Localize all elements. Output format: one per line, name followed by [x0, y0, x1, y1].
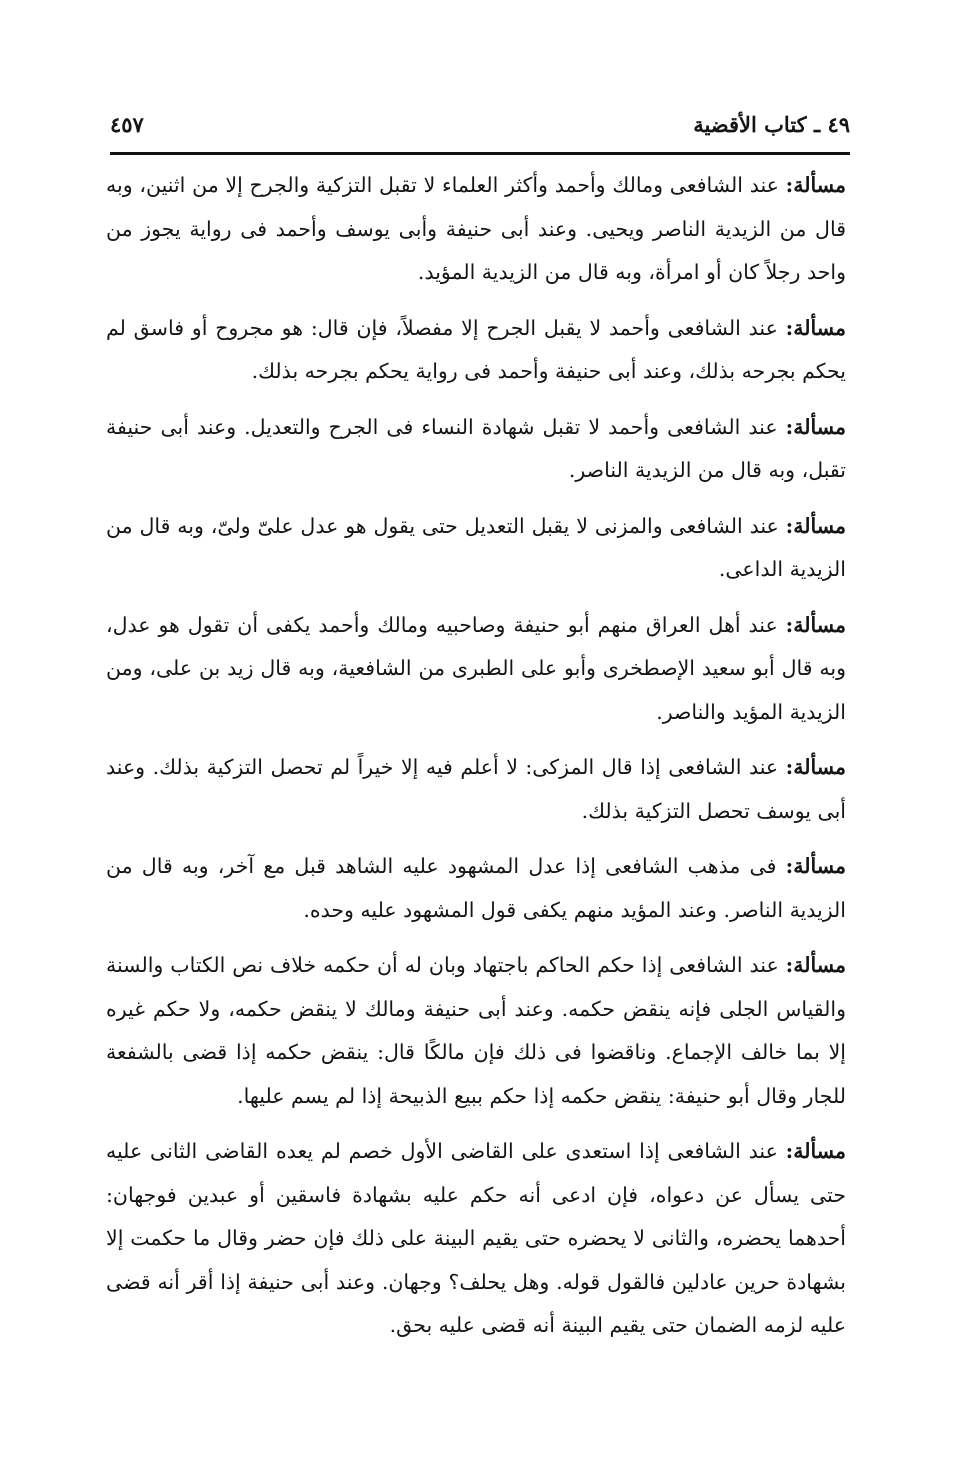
masala-entry — [106, 845, 846, 932]
masala-text: عند الشافعى إذا استعدى على القاضى الأول خصم لم يعده القاضى الثانى عليه حتى يسأل عن دعواه، فإن ادعى أنه حكم عليه بشهادة فاسقين أو عبدين فوجهان: أحدهما يحضره، والثانى لا يحضره حتى يقيم البينة على ذلك فإن حضر وقال ما حكمت إلا بشهادة حرين عادلين فالقول قوله. وهل يحلف؟ وجهان. وعند أبى حنيفة إذا أقر أنه قضى عليه لزمه الضمان حتى يقيم البينة أنه قضى عليه بحق. — [106, 1139, 846, 1337]
masala-entry — [106, 944, 846, 1118]
masala-label: مسألة: — [785, 953, 846, 977]
page-number: ٤٥٧ — [110, 112, 144, 137]
masala-label: مسألة: — [785, 1139, 846, 1163]
masala-label: مسألة: — [785, 414, 846, 439]
masala-entry — [106, 307, 846, 394]
masala-text: عند أهل العراق منهم أبو حنيفة وصاحبيه ومالك وأحمد يكفى أن تقول هو عدل، وبه قال أبو سعيد الإصطخرى وأبو على الطبرى من الشافعية، وبه قال زيد بن على، ومن الزيدية المؤيد والناصر. — [106, 612, 846, 724]
masala-label: مسألة: — [785, 315, 846, 340]
header-rule — [110, 152, 850, 155]
masala-entry — [106, 164, 846, 295]
masala-text: عند الشافعى ومالك وأحمد وأكثر العلماء لا تقبل التزكية والجرح إلا من اثنين، وبه قال من الزيدية الناصر ويحيى. وعند أبى حنيفة وأبى يوسف وأحمد فى رواية يجوز من واحد رجلاً كان أو امرأة، وبه قال من الزيدية المؤيد. — [106, 173, 846, 284]
masala-text: عند الشافعى إذا حكم الحاكم باجتهاد وبان له أن حكمه خلاف نص الكتاب والسنة والقياس الجلى فإنه ينقض حكمه. وعند أبى حنيفة ومالك لا ينقض حكمه، ولا حكم غيره إلا بما خالف الإجماع. وناقضوا فى ذلك فإن مالكًا قال: ينقض حكمه إذا قضى بالشفعة للجار وقال أبو حنيفة: ينقض حكمه إذا حكم ببيع الذبيحة إذا لم يسم عليها. — [106, 953, 846, 1108]
masala-entry — [106, 406, 846, 493]
masala-entry — [106, 505, 846, 592]
page-body — [106, 164, 846, 1360]
masala-label: مسألة: — [785, 612, 846, 637]
masala-label: مسألة: — [785, 173, 846, 197]
masala-text: عند الشافعى وأحمد لا تقبل شهادة النساء فى الجرح والتعديل. وعند أبى حنيفة تقبل، وبه قال من الزيدية الناصر. — [106, 414, 846, 482]
masala-label: مسألة: — [785, 755, 846, 779]
masala-label: مسألة: — [785, 854, 846, 878]
masala-label: مسألة: — [785, 513, 846, 538]
masala-text: عند الشافعى والمزنى لا يقبل التعديل حتى يقول هو عدل علىّ ولىّ، وبه قال من الزيدية الداعى. — [106, 513, 846, 581]
masala-text: عند الشافعى إذا قال المزكى: لا أعلم فيه إلا خيراً لم تحصل التزكية بذلك. وعند أبى يوسف تحصل التزكية بذلك. — [106, 755, 846, 823]
masala-entry — [106, 746, 846, 833]
chapter-title: ٤٩ ـ كتاب الأقضية — [693, 112, 850, 137]
masala-entry — [106, 604, 846, 735]
masala-entry — [106, 1130, 846, 1348]
page-header — [110, 108, 850, 142]
masala-text: عند الشافعى وأحمد لا يقبل الجرح إلا مفصلاً، فإن قال: هو مجروح أو فاسق لم يحكم بجرحه بذلك، وعند أبى حنيفة وأحمد فى رواية يحكم بجرحه بذلك. — [106, 315, 846, 383]
masala-text: فى مذهب الشافعى إذا عدل المشهود عليه الشاهد قبل مع آخر، وبه قال من الزيدية الناصر. وعند المؤيد منهم يكفى قول المشهود عليه وحده. — [106, 854, 846, 922]
